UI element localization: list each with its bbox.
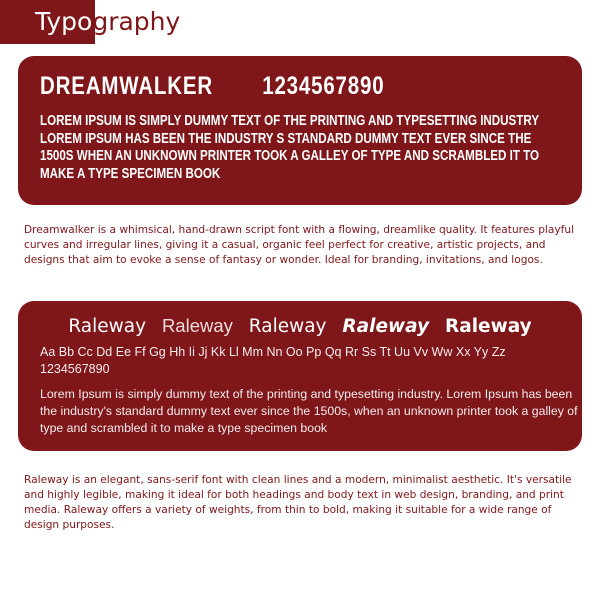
- dreamwalker-description: Dreamwalker is a whimsical, hand-drawn script font with a flowing, dreamlike quality. It features playful curves and irregular lines, giving it a casual, organic feel perfect for creative, artistic projects, and designs that aim to evoke a sense of fantasy or wonder. Ideal for branding, invitations, and logos.: [24, 224, 575, 266]
- raleway-weight-medium: Raleway: [248, 316, 327, 337]
- dreamwalker-sample-text: LOREM IPSUM IS SIMPLY DUMMY TEXT OF THE PRINTING AND TYPESETTING INDUSTRY LOREM IPSUM HAS BEEN THE INDUSTRY S STANDARD DUMMY TEXT EVER SINCE THE 1500S WHEN AN UNKNOWN PRINTER TOOK A GALLEY OF TYPE AND SCRAMBLED IT TO MAKE A TYPE SPECIMEN BOOK: [40, 113, 540, 182]
- raleway-weights-row: [18, 313, 582, 340]
- dreamwalker-digits: 1234567890: [262, 72, 385, 100]
- raleway-alphabet: [40, 344, 570, 378]
- raleway-specimen-card: [18, 301, 582, 451]
- dreamwalker-font-name: DREAMWALKER: [40, 72, 214, 100]
- page-title-part1: Typo: [35, 7, 93, 36]
- raleway-alphabet-digits: 1234567890: [40, 362, 110, 376]
- raleway-sample-text: Lorem Ipsum is simply dummy text of the printing and typesetting industry. Lorem Ipsum has been the industry's standard dummy text ever since the 1500s, when an unknown printer took a galley of type and scrambled it to make a type specimen book: [40, 387, 578, 435]
- dreamwalker-heading: [40, 70, 384, 102]
- raleway-weight-regular: Raleway: [68, 316, 147, 337]
- raleway-weight-bold-italic: Raleway: [342, 316, 430, 337]
- page-title-part2: graphy: [92, 7, 181, 36]
- raleway-alphabet-letters: Aa Bb Cc Dd Ee Ff Gg Hh Ii Jj Kk Ll Mm Nn Oo Pp Qq Rr Ss Tt Uu Vv Ww Xx Yy Zz: [40, 345, 506, 359]
- raleway-weight-light: Raleway: [161, 315, 233, 336]
- page-title: [35, 7, 180, 37]
- raleway-description: Raleway is an elegant, sans-serif font with clean lines and a modern, minimalist aesthetic. It's versatile and highly legible, making it ideal for both headings and body text in web design, branding, and print media. Raleway offers a variety of weights, from thin to bold, making it suitable for a wide range of design purposes.: [24, 474, 572, 531]
- raleway-weight-bold: Raleway: [444, 316, 532, 337]
- dreamwalker-specimen-card: [18, 56, 582, 205]
